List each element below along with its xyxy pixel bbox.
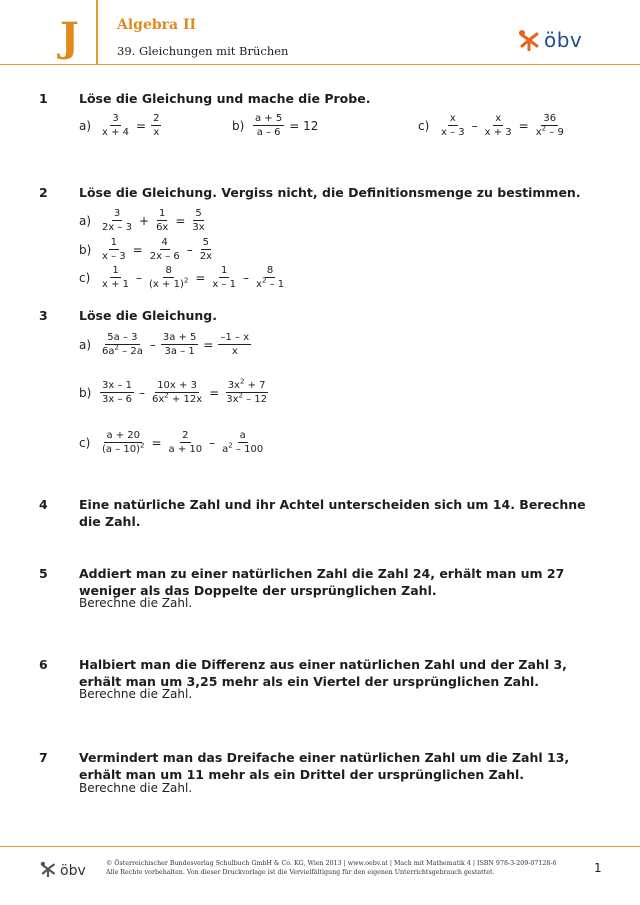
fraction bbox=[254, 265, 286, 290]
denominator: $6a^2 - 2a$ bbox=[102, 343, 143, 357]
operator: = bbox=[195, 270, 206, 285]
fraction bbox=[167, 430, 205, 455]
fraction bbox=[439, 113, 467, 138]
chapter-logo: J bbox=[60, 14, 79, 61]
fraction bbox=[100, 237, 128, 262]
task-prompt: Vermindert man das Dreifache einer natürlichen Zahl um die Zahl 13, erhält man um 11 mehr als ein Drittel der ursprünglichen Zahl. bbox=[79, 750, 570, 782]
fraction bbox=[148, 237, 182, 262]
denominator: 3x bbox=[192, 222, 205, 233]
equation bbox=[79, 377, 272, 405]
fraction bbox=[154, 208, 170, 233]
publisher-logo bbox=[518, 28, 582, 52]
denominator: x + 3 bbox=[484, 127, 512, 138]
fraction bbox=[198, 237, 214, 262]
numerator: a + 5 bbox=[255, 113, 283, 124]
task-number: 1 bbox=[39, 91, 48, 106]
numerator: 36 bbox=[543, 113, 557, 124]
task-prompt: Löse die Gleichung. bbox=[79, 308, 217, 323]
task-note: Berechne die Zahl. bbox=[79, 781, 193, 795]
numerator: 8 bbox=[266, 265, 274, 276]
operator: – bbox=[471, 118, 478, 133]
operator: – bbox=[243, 270, 250, 285]
task-number: 6 bbox=[39, 657, 48, 672]
item-label: c) bbox=[79, 270, 91, 285]
denominator: x – 3 bbox=[102, 251, 126, 262]
denominator: 6x bbox=[156, 222, 169, 233]
denominator: x – 1 bbox=[212, 279, 237, 290]
page-subtitle: 39. Gleichungen mit Brüchen bbox=[117, 44, 289, 58]
numerator: 5 bbox=[195, 208, 202, 219]
operator: = bbox=[151, 435, 162, 450]
operator: = bbox=[136, 118, 147, 133]
asterisk-person-icon bbox=[518, 29, 540, 51]
fraction bbox=[190, 208, 206, 233]
numerator: $3x^2 + 7$ bbox=[227, 377, 266, 391]
numerator: x bbox=[495, 113, 502, 124]
numerator: a bbox=[239, 430, 246, 441]
task-number: 4 bbox=[39, 497, 48, 512]
fraction bbox=[483, 113, 514, 138]
operator: + bbox=[139, 213, 150, 228]
footer-rule bbox=[0, 846, 640, 847]
numerator: 5 bbox=[202, 237, 210, 248]
operator: – bbox=[149, 337, 156, 352]
numerator: 1 bbox=[221, 265, 228, 276]
equation bbox=[79, 208, 210, 233]
item-label: a) bbox=[79, 118, 92, 133]
numerator: a + 20 bbox=[106, 430, 141, 441]
denominator: 3x – 6 bbox=[102, 394, 132, 405]
fraction bbox=[100, 332, 145, 357]
task-note: Berechne die Zahl. bbox=[79, 687, 193, 701]
equation bbox=[232, 113, 320, 138]
numerator: 3 bbox=[112, 113, 119, 124]
fraction bbox=[100, 430, 146, 455]
numerator: 3x – 1 bbox=[102, 380, 132, 391]
copyright-notice bbox=[106, 859, 566, 877]
footer-logo bbox=[40, 861, 86, 881]
rights-line: Alle Rechte vorbehalten. Von dieser Druckvorlage ist die Vervielfältigung für den eigenen Unterrichtsgebrauch gestattet. bbox=[106, 869, 495, 876]
copyright-line: © Österreichischer Bundesverlag Schulbuch GmbH & Co. KG, Wien 2013 | www.oebv.at | Mach mit Mathematik 4 | ISBN 978-3-209-07128-6 bbox=[106, 860, 557, 867]
item-label: c) bbox=[418, 118, 430, 133]
fraction bbox=[100, 208, 134, 233]
denominator: x bbox=[153, 127, 160, 138]
item-label: b) bbox=[79, 242, 92, 257]
denominator: x + 1 bbox=[102, 279, 130, 290]
fraction bbox=[220, 430, 265, 455]
fraction bbox=[210, 265, 238, 290]
operator: = bbox=[132, 242, 143, 257]
denominator: a – 6 bbox=[256, 127, 281, 138]
task-prompt: Löse die Gleichung und mache die Probe. bbox=[79, 91, 371, 106]
fraction bbox=[224, 377, 269, 405]
asterisk-person-icon bbox=[40, 861, 56, 881]
numerator: 1 bbox=[112, 265, 119, 276]
item-label: a) bbox=[79, 213, 92, 228]
denominator: a + 10 bbox=[168, 444, 203, 455]
operator: = bbox=[175, 213, 186, 228]
page-title: Algebra II bbox=[117, 17, 197, 33]
task-prompt: Eine natürliche Zahl und ihr Achtel unterscheiden sich um 14. Berechne die Zahl. bbox=[79, 497, 586, 529]
equation bbox=[79, 265, 289, 290]
numerator: –1 – x bbox=[220, 332, 250, 343]
operator: – bbox=[209, 435, 216, 450]
operator: – bbox=[186, 242, 193, 257]
equation bbox=[79, 237, 217, 262]
fraction bbox=[150, 380, 204, 405]
task-prompt: Halbiert man die Differenz aus einer natürlichen Zahl und der Zahl 3, erhält man um 3,25 mehr als ein Viertel der ursprünglichen Zahl. bbox=[79, 657, 567, 689]
denominator: 2x – 6 bbox=[149, 251, 180, 262]
denominator: x + 4 bbox=[102, 127, 130, 138]
footer-brand-name: öbv bbox=[60, 863, 86, 879]
numerator: x bbox=[449, 113, 456, 124]
numerator: 1 bbox=[110, 237, 117, 248]
operator: – bbox=[136, 270, 143, 285]
denominator: 2x bbox=[199, 251, 212, 262]
denominator: 3a – 1 bbox=[164, 346, 195, 357]
task-prompt: Löse die Gleichung. Vergiss nicht, die Definitionsmenge zu bestimmen. bbox=[79, 185, 581, 200]
equation bbox=[418, 113, 569, 138]
denominator: $3x^2 - 12$ bbox=[226, 391, 268, 405]
fraction bbox=[100, 265, 131, 290]
task-number: 7 bbox=[39, 750, 48, 765]
fraction bbox=[147, 265, 190, 290]
numerator: 2 bbox=[182, 430, 189, 441]
equation bbox=[79, 430, 268, 455]
publisher-name: öbv bbox=[544, 28, 583, 52]
item-label: b) bbox=[232, 118, 245, 133]
item-label: a) bbox=[79, 337, 92, 352]
numerator: 10x + 3 bbox=[157, 380, 197, 391]
operator: – bbox=[139, 385, 145, 400]
numerator: 3a + 5 bbox=[162, 332, 197, 343]
fraction bbox=[100, 380, 134, 405]
task-number: 2 bbox=[39, 185, 48, 200]
fraction bbox=[218, 332, 251, 357]
numerator: 4 bbox=[161, 237, 168, 248]
page-number: 1 bbox=[594, 861, 602, 875]
fraction bbox=[100, 113, 131, 138]
fraction bbox=[161, 332, 199, 357]
numerator: 5a – 3 bbox=[107, 332, 138, 343]
task-number: 3 bbox=[39, 308, 48, 323]
numerator: 3 bbox=[113, 208, 121, 219]
numerator: 1 bbox=[159, 208, 166, 219]
operator: = bbox=[518, 118, 529, 133]
denominator: 2x – 3 bbox=[102, 222, 132, 233]
operator: = bbox=[203, 337, 214, 352]
numerator: 2 bbox=[153, 113, 160, 124]
equation bbox=[79, 332, 254, 357]
denominator: $a^2 - 100$ bbox=[222, 441, 264, 455]
denominator: $x^2 - 9$ bbox=[535, 124, 564, 138]
denominator: $(x + 1)^2$ bbox=[149, 276, 189, 290]
task-number: 5 bbox=[39, 566, 48, 581]
operator: = bbox=[209, 385, 220, 400]
denominator: $6x^2 + 12x$ bbox=[152, 391, 203, 405]
fraction bbox=[253, 113, 284, 138]
operator: = 12 bbox=[289, 118, 319, 133]
task-note: Berechne die Zahl. bbox=[79, 596, 193, 610]
denominator: x bbox=[231, 346, 238, 357]
item-label: b) bbox=[79, 385, 92, 400]
item-label: c) bbox=[79, 435, 91, 450]
denominator: (a – 10)$^2$ bbox=[102, 441, 145, 455]
numerator: 8 bbox=[165, 265, 172, 276]
task-prompt: Addiert man zu einer natürlichen Zahl die Zahl 24, erhält man um 27 weniger als das Doppelte der ursprünglichen Zahl. bbox=[79, 566, 565, 598]
denominator: x – 3 bbox=[441, 127, 465, 138]
header-divider bbox=[96, 0, 98, 64]
fraction bbox=[534, 113, 566, 138]
header-rule bbox=[0, 64, 640, 65]
fraction bbox=[151, 113, 161, 138]
equation bbox=[79, 113, 164, 138]
denominator: $x^2 - 1$ bbox=[256, 276, 285, 290]
